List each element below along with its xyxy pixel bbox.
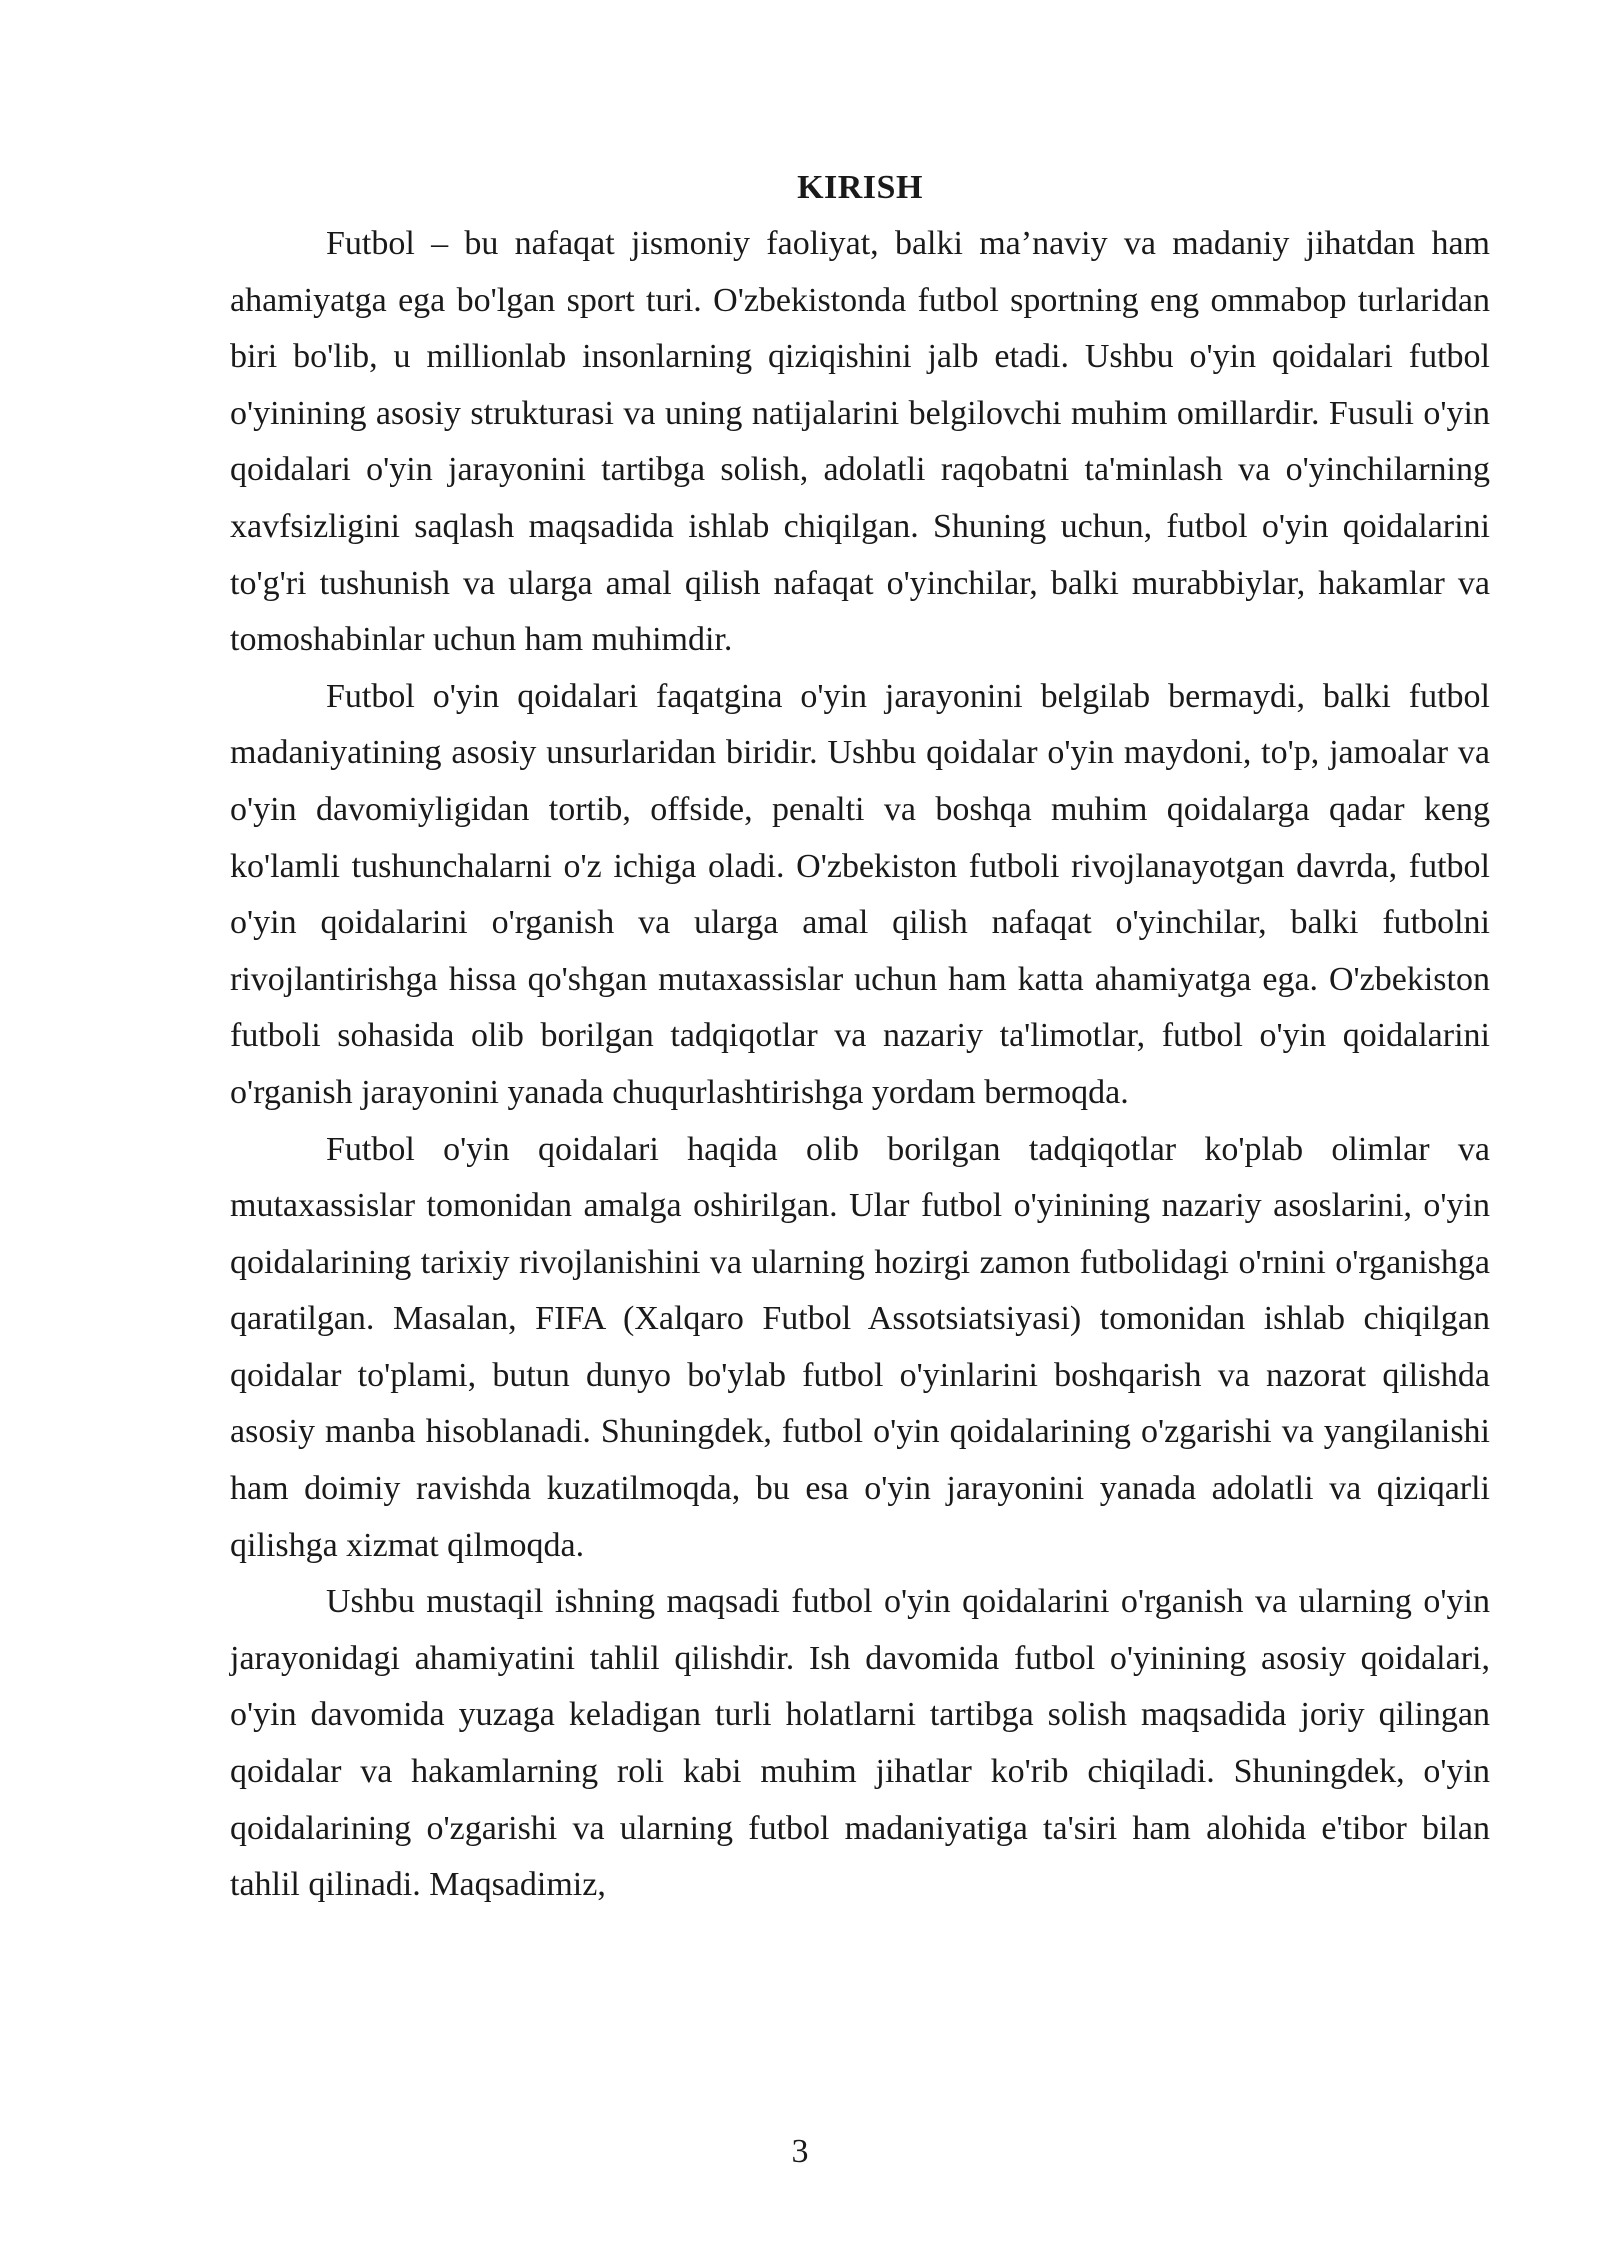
paragraph-4: Ushbu mustaqil ishning maqsadi futbol o'yin qoidalarini o'rganish va ularning o'yin jarayonidagi ahamiyatini tahlil qilishdir. Ish davomida futbol o'yinining asosiy qoidalari, o'yin davomida yuzaga keladigan turli holatlarni tartibga solish maqsadida joriy qilingan qoidalar va hakamlarning roli kabi muhim jihatlar ko'rib chiqiladi. Shuningdek, o'yin qoidalarining o'zgarishi va ularning futbol madaniyatiga ta'siri ham alohida e'tibor bilan tahlil qilinadi. Maqsadimiz,	[230, 1583, 1490, 1904]
page-number: 3	[791, 2133, 809, 2170]
paragraph-1: Futbol – bu nafaqat jismoniy faoliyat, balki ma’naviy va madaniy jihatdan ham ahamiyatga ega bo'lgan sport turi. O'zbekistonda futbol sportning eng ommabop turlaridan biri bo'lib, u millionlab insonlarning qiziqishini jalb etadi. Ushbu o'yin qoidalari futbol o'yinining asosiy strukturasi va uning natijalarini belgilovchi muhim omillardir. Fusuli o'yin qoidalari o'yin jarayonini tartibga solish, adolatli raqobatni ta'minlash va o'yinchilarning xavfsizligini saqlash maqsadida ishlab chiqilgan. Shuning uchun, futbol o'yin qoidalarini to'g'ri tushunish va ularga amal qilish nafaqat o'yinchilar, balki murabbiylar, hakamlar va tomoshabinlar uchun ham muhimdir.	[230, 225, 1490, 659]
paragraph-2: Futbol o'yin qoidalari faqatgina o'yin jarayonini belgilab bermaydi, balki futbol madaniyatining asosiy unsurlaridan biridir. Ushbu qoidalar o'yin maydoni, to'p, jamoalar va o'yin davomiyligidan tortib, offside, penalti va boshqa muhim qoidalarga qadar keng ko'lamli tushunchalarni o'z ichiga oladi. O'zbekiston futboli rivojlanayotgan davrda, futbol o'yin qoidalarini o'rganish va ularga amal qilish nafaqat o'yinchilar, balki futbolni rivojlantirishga hissa qo'shgan mutaxassislar uchun ham katta ahamiyatga ega. O'zbekiston futboli sohasida olib borilgan tadqiqotlar va nazariy ta'limotlar, futbol o'yin qoidalarini o'rganish jarayonini yanada chuqurlashtirishga yordam bermoqda.	[230, 677, 1490, 1111]
section-title: KIRISH	[797, 169, 923, 206]
document-page	[230, 160, 1490, 1914]
paragraph-3: Futbol o'yin qoidalari haqida olib borilgan tadqiqotlar ko'plab olimlar va mutaxassislar tomonidan amalga oshirilgan. Ular futbol o'yinining nazariy asoslarini, o'yin qoidalarining tarixiy rivojlanishini va ularning hozirgi zamon futbolidagi o'rnini o'rganishga qaratilgan. Masalan, FIFA (Xalqaro Futbol Assotsiatsiyasi) tomonidan ishlab chiqilgan qoidalar to'plami, butun dunyo bo'ylab futbol o'yinlarini boshqarish va nazorat qilishda asosiy manba hisoblanadi. Shuningdek, futbol o'yin qoidalarining o'zgarishi va yangilanishi ham doimiy ravishda kuzatilmoqda, bu esa o'yin jarayonini yanada adolatli va qiziqarli qilishga xizmat qilmoqda.	[230, 1130, 1490, 1564]
